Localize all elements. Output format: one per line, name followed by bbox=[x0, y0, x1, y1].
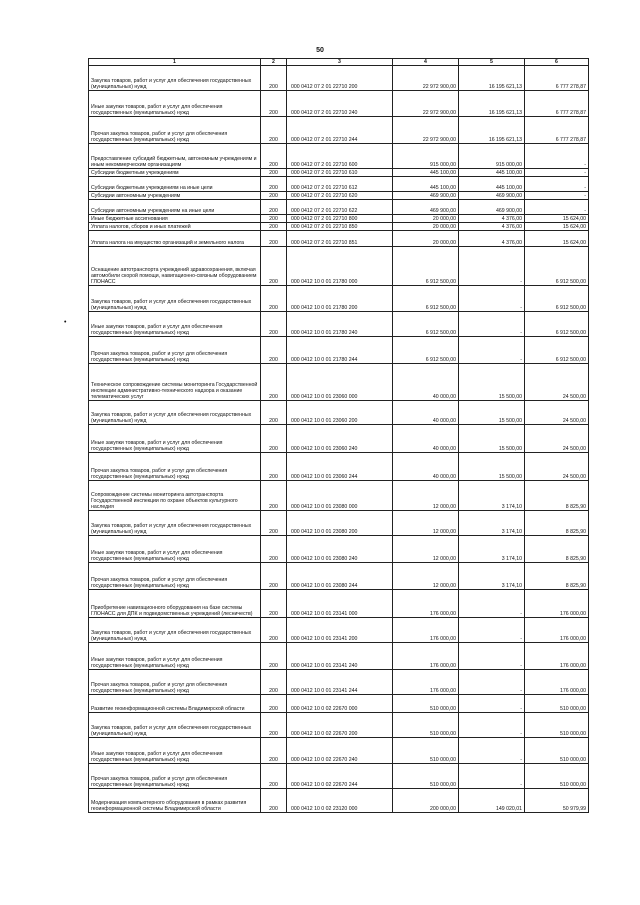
row-budget-code: 000 0412 07 2 01 22710 244 bbox=[287, 117, 393, 144]
row-executed: 149 020,01 bbox=[459, 789, 525, 813]
row-approved: 22 972 900,00 bbox=[393, 91, 459, 117]
row-approved: 12 000,00 bbox=[393, 536, 459, 563]
row-description: Прочая закупка товаров, работ и услуг для обеспечения государственных (муниципальных) нужд bbox=[89, 563, 261, 590]
row-approved: 510 000,00 bbox=[393, 764, 459, 789]
row-description: Иные закупки товаров, работ и услуг для обеспечения государственных (муниципальных) нужд bbox=[89, 312, 261, 337]
row-remaining: 176 000,00 bbox=[525, 618, 589, 643]
row-description: Иные бюджетные ассигнования bbox=[89, 215, 261, 223]
row-line-code: 200 bbox=[261, 481, 287, 511]
row-line-code: 200 bbox=[261, 91, 287, 117]
row-executed: 15 500,00 bbox=[459, 364, 525, 401]
row-executed: 3 174,10 bbox=[459, 481, 525, 511]
row-approved: 445 100,00 bbox=[393, 177, 459, 192]
row-remaining: - bbox=[525, 144, 589, 169]
row-executed: - bbox=[459, 590, 525, 618]
table-row bbox=[89, 177, 589, 192]
table-row bbox=[89, 738, 589, 764]
row-remaining: 6 777 278,87 bbox=[525, 91, 589, 117]
row-remaining: - bbox=[525, 169, 589, 177]
table-row bbox=[89, 695, 589, 713]
row-remaining: 15 624,00 bbox=[525, 215, 589, 223]
row-remaining: 24 500,00 bbox=[525, 401, 589, 425]
row-budget-code: 000 0412 10 0 02 22670 000 bbox=[287, 695, 393, 713]
row-description: Предоставление субсидий бюджетным, автономным учреждениям и иным некоммерческим организациям bbox=[89, 144, 261, 169]
row-line-code: 200 bbox=[261, 169, 287, 177]
row-approved: 200 000,00 bbox=[393, 789, 459, 813]
row-description: Иные закупки товаров, работ и услуг для обеспечения государственных (муниципальных) нужд bbox=[89, 91, 261, 117]
row-remaining: 510 000,00 bbox=[525, 738, 589, 764]
table-row bbox=[89, 590, 589, 618]
header-row bbox=[89, 59, 589, 66]
row-description: Закупка товаров, работ и услуг для обеспечения государственных (муниципальных) нужд bbox=[89, 713, 261, 738]
row-executed: 469 900,00 bbox=[459, 200, 525, 215]
row-remaining: - bbox=[525, 177, 589, 192]
row-executed: - bbox=[459, 337, 525, 364]
row-executed: 3 174,10 bbox=[459, 511, 525, 536]
row-executed: - bbox=[459, 738, 525, 764]
row-approved: 6 912 500,00 bbox=[393, 312, 459, 337]
row-approved: 12 000,00 bbox=[393, 511, 459, 536]
row-budget-code: 000 0412 10 0 01 21780 000 bbox=[287, 247, 393, 286]
table-row bbox=[89, 66, 589, 91]
row-line-code: 200 bbox=[261, 337, 287, 364]
row-approved: 20 000,00 bbox=[393, 231, 459, 247]
row-description: Иные закупки товаров, работ и услуг для обеспечения государственных (муниципальных) нужд bbox=[89, 738, 261, 764]
row-approved: 40 000,00 bbox=[393, 425, 459, 453]
row-line-code: 200 bbox=[261, 231, 287, 247]
row-line-code: 200 bbox=[261, 364, 287, 401]
row-budget-code: 000 0412 07 2 01 22710 851 bbox=[287, 231, 393, 247]
row-budget-code: 000 0412 07 2 01 22710 240 bbox=[287, 91, 393, 117]
row-executed: - bbox=[459, 713, 525, 738]
row-line-code: 200 bbox=[261, 713, 287, 738]
table-row bbox=[89, 713, 589, 738]
row-budget-code: 000 0412 10 0 02 23120 000 bbox=[287, 789, 393, 813]
row-description: Приобретение навигационного оборудования на базе системы ГЛОНАСС для ДПК и подведомственных учреждений (лесничеств) bbox=[89, 590, 261, 618]
row-approved: 176 000,00 bbox=[393, 670, 459, 695]
row-description: Прочая закупка товаров, работ и услуг для обеспечения государственных (муниципальных) нужд bbox=[89, 453, 261, 481]
table-row bbox=[89, 312, 589, 337]
row-remaining: 8 825,90 bbox=[525, 511, 589, 536]
row-line-code: 200 bbox=[261, 223, 287, 231]
row-remaining: 6 912 500,00 bbox=[525, 337, 589, 364]
row-description: Субсидии бюджетным учреждениям bbox=[89, 169, 261, 177]
row-executed: 16 195 621,13 bbox=[459, 66, 525, 91]
row-description: Субсидии бюджетным учреждениям на иные цели bbox=[89, 177, 261, 192]
row-remaining: - bbox=[525, 200, 589, 215]
row-line-code: 200 bbox=[261, 670, 287, 695]
row-remaining: 8 825,90 bbox=[525, 563, 589, 590]
row-remaining: 24 500,00 bbox=[525, 453, 589, 481]
row-budget-code: 000 0412 10 0 01 23080 244 bbox=[287, 563, 393, 590]
row-description: Прочая закупка товаров, работ и услуг для обеспечения государственных (муниципальных) нужд bbox=[89, 764, 261, 789]
row-remaining: 176 000,00 bbox=[525, 670, 589, 695]
table-row bbox=[89, 481, 589, 511]
table-row bbox=[89, 563, 589, 590]
row-description: Субсидии автономным учреждениям bbox=[89, 192, 261, 200]
row-remaining: 24 500,00 bbox=[525, 364, 589, 401]
row-budget-code: 000 0412 07 2 01 22710 800 bbox=[287, 215, 393, 223]
row-executed: 445 100,00 bbox=[459, 177, 525, 192]
table-row bbox=[89, 200, 589, 215]
row-executed: 4 376,00 bbox=[459, 215, 525, 223]
row-approved: 12 000,00 bbox=[393, 563, 459, 590]
row-line-code: 200 bbox=[261, 66, 287, 91]
row-remaining: 510 000,00 bbox=[525, 713, 589, 738]
table-row bbox=[89, 192, 589, 200]
row-description: Субсидии автономным учреждениям на иные цели bbox=[89, 200, 261, 215]
row-executed: 4 376,00 bbox=[459, 223, 525, 231]
header-cell: 5 bbox=[459, 59, 525, 66]
row-remaining: 6 777 278,87 bbox=[525, 66, 589, 91]
table-row bbox=[89, 789, 589, 813]
row-description: Сопровождение системы мониторинга автотранспорта Государственной инспекции по охране объектов культурного наследия bbox=[89, 481, 261, 511]
row-approved: 40 000,00 bbox=[393, 401, 459, 425]
row-remaining: 50 979,99 bbox=[525, 789, 589, 813]
row-budget-code: 000 0412 10 0 02 22670 240 bbox=[287, 738, 393, 764]
row-line-code: 200 bbox=[261, 764, 287, 789]
header-cell: 2 bbox=[261, 59, 287, 66]
row-executed: - bbox=[459, 643, 525, 670]
row-executed: 915 000,00 bbox=[459, 144, 525, 169]
row-budget-code: 000 0412 10 0 01 23080 000 bbox=[287, 481, 393, 511]
row-budget-code: 000 0412 10 0 01 21780 200 bbox=[287, 286, 393, 312]
row-remaining: 15 624,00 bbox=[525, 231, 589, 247]
row-budget-code: 000 0412 07 2 01 22710 600 bbox=[287, 144, 393, 169]
row-budget-code: 000 0412 10 0 02 22670 200 bbox=[287, 713, 393, 738]
row-budget-code: 000 0412 10 0 01 21780 240 bbox=[287, 312, 393, 337]
table-row bbox=[89, 511, 589, 536]
header-cell: 1 bbox=[89, 59, 261, 66]
row-remaining: 510 000,00 bbox=[525, 695, 589, 713]
row-approved: 12 000,00 bbox=[393, 481, 459, 511]
row-approved: 469 900,00 bbox=[393, 200, 459, 215]
row-line-code: 200 bbox=[261, 286, 287, 312]
row-budget-code: 000 0412 10 0 01 23141 000 bbox=[287, 590, 393, 618]
row-description: Иные закупки товаров, работ и услуг для обеспечения государственных (муниципальных) нужд bbox=[89, 536, 261, 563]
row-executed: - bbox=[459, 695, 525, 713]
row-budget-code: 000 0412 07 2 01 22710 612 bbox=[287, 177, 393, 192]
row-approved: 176 000,00 bbox=[393, 590, 459, 618]
row-approved: 22 972 900,00 bbox=[393, 117, 459, 144]
row-approved: 40 000,00 bbox=[393, 453, 459, 481]
header-cell: 6 bbox=[525, 59, 589, 66]
row-executed: - bbox=[459, 312, 525, 337]
row-executed: - bbox=[459, 247, 525, 286]
row-budget-code: 000 0412 07 2 01 22710 610 bbox=[287, 169, 393, 177]
row-remaining: 6 912 500,00 bbox=[525, 286, 589, 312]
row-description: Уплата налогов, сборов и иных платежей bbox=[89, 223, 261, 231]
header-cell: 3 bbox=[287, 59, 393, 66]
row-line-code: 200 bbox=[261, 789, 287, 813]
row-description: Закупка товаров, работ и услуг для обеспечения государственных (муниципальных) нужд bbox=[89, 286, 261, 312]
row-line-code: 200 bbox=[261, 117, 287, 144]
row-line-code: 200 bbox=[261, 695, 287, 713]
row-executed: 3 174,10 bbox=[459, 563, 525, 590]
row-budget-code: 000 0412 10 0 01 23060 200 bbox=[287, 401, 393, 425]
row-description: Прочая закупка товаров, работ и услуг для обеспечения государственных (муниципальных) нужд bbox=[89, 117, 261, 144]
table-row bbox=[89, 169, 589, 177]
row-description: Закупка товаров, работ и услуг для обеспечения государственных (муниципальных) нужд bbox=[89, 401, 261, 425]
row-budget-code: 000 0412 10 0 01 23060 000 bbox=[287, 364, 393, 401]
row-approved: 40 000,00 bbox=[393, 364, 459, 401]
row-description: Развитие геоинформационной системы Владимирской области bbox=[89, 695, 261, 713]
row-executed: 445 100,00 bbox=[459, 169, 525, 177]
row-approved: 510 000,00 bbox=[393, 713, 459, 738]
row-budget-code: 000 0412 10 0 01 23141 200 bbox=[287, 618, 393, 643]
row-budget-code: 000 0412 07 2 01 22710 620 bbox=[287, 192, 393, 200]
row-budget-code: 000 0412 10 0 01 23080 240 bbox=[287, 536, 393, 563]
row-description: Уплата налога на имущество организаций и земельного налога bbox=[89, 231, 261, 247]
row-budget-code: 000 0412 07 2 01 22710 200 bbox=[287, 66, 393, 91]
row-remaining: 6 777 278,87 bbox=[525, 117, 589, 144]
row-executed: 16 195 621,13 bbox=[459, 91, 525, 117]
row-line-code: 200 bbox=[261, 425, 287, 453]
row-line-code: 200 bbox=[261, 511, 287, 536]
table-row bbox=[89, 643, 589, 670]
row-line-code: 200 bbox=[261, 590, 287, 618]
row-budget-code: 000 0412 10 0 01 23141 244 bbox=[287, 670, 393, 695]
row-approved: 20 000,00 bbox=[393, 223, 459, 231]
budget-table bbox=[88, 58, 589, 813]
row-executed: 15 500,00 bbox=[459, 401, 525, 425]
row-remaining: 15 624,00 bbox=[525, 223, 589, 231]
row-line-code: 200 bbox=[261, 618, 287, 643]
table-row bbox=[89, 618, 589, 643]
row-approved: 510 000,00 bbox=[393, 695, 459, 713]
row-line-code: 200 bbox=[261, 563, 287, 590]
row-approved: 469 900,00 bbox=[393, 192, 459, 200]
row-description: Прочая закупка товаров, работ и услуг для обеспечения государственных (муниципальных) нужд bbox=[89, 337, 261, 364]
row-remaining: 6 912 500,00 bbox=[525, 247, 589, 286]
row-approved: 6 912 500,00 bbox=[393, 337, 459, 364]
row-description: Прочая закупка товаров, работ и услуг для обеспечения государственных (муниципальных) нужд bbox=[89, 670, 261, 695]
row-budget-code: 000 0412 10 0 01 23060 244 bbox=[287, 453, 393, 481]
table-row bbox=[89, 117, 589, 144]
row-approved: 6 912 500,00 bbox=[393, 247, 459, 286]
row-executed: 469 900,00 bbox=[459, 192, 525, 200]
row-line-code: 200 bbox=[261, 312, 287, 337]
row-approved: 176 000,00 bbox=[393, 643, 459, 670]
row-line-code: 200 bbox=[261, 643, 287, 670]
table-row bbox=[89, 536, 589, 563]
row-line-code: 200 bbox=[261, 177, 287, 192]
row-description: Закупка товаров, работ и услуг для обеспечения государственных (муниципальных) нужд bbox=[89, 618, 261, 643]
table-row bbox=[89, 670, 589, 695]
row-budget-code: 000 0412 10 0 01 23141 240 bbox=[287, 643, 393, 670]
table-row bbox=[89, 425, 589, 453]
row-executed: 4 376,00 bbox=[459, 231, 525, 247]
table-row bbox=[89, 231, 589, 247]
row-approved: 6 912 500,00 bbox=[393, 286, 459, 312]
row-remaining: 176 000,00 bbox=[525, 590, 589, 618]
row-remaining: 6 912 500,00 bbox=[525, 312, 589, 337]
row-budget-code: 000 0412 07 2 01 22710 622 bbox=[287, 200, 393, 215]
row-description: Иные закупки товаров, работ и услуг для обеспечения государственных (муниципальных) нужд bbox=[89, 643, 261, 670]
row-executed: - bbox=[459, 764, 525, 789]
row-approved: 22 972 900,00 bbox=[393, 66, 459, 91]
row-remaining: 24 500,00 bbox=[525, 425, 589, 453]
row-description: Иные закупки товаров, работ и услуг для обеспечения государственных (муниципальных) нужд bbox=[89, 425, 261, 453]
row-approved: 176 000,00 bbox=[393, 618, 459, 643]
row-executed: 3 174,10 bbox=[459, 536, 525, 563]
row-executed: 15 500,00 bbox=[459, 453, 525, 481]
row-executed: - bbox=[459, 618, 525, 643]
row-remaining: 176 000,00 bbox=[525, 643, 589, 670]
table-row bbox=[89, 453, 589, 481]
row-budget-code: 000 0412 07 2 01 22710 850 bbox=[287, 223, 393, 231]
row-description: Техническое сопровождение системы мониторинга Государственной инспекции административно-технического надзора и оказание телематических услуг bbox=[89, 364, 261, 401]
row-line-code: 200 bbox=[261, 738, 287, 764]
table-row bbox=[89, 247, 589, 286]
row-line-code: 200 bbox=[261, 144, 287, 169]
row-approved: 20 000,00 bbox=[393, 215, 459, 223]
table-row bbox=[89, 144, 589, 169]
row-remaining: 8 825,90 bbox=[525, 536, 589, 563]
row-remaining: 8 825,90 bbox=[525, 481, 589, 511]
row-approved: 915 000,00 bbox=[393, 144, 459, 169]
row-approved: 445 100,00 bbox=[393, 169, 459, 177]
row-budget-code: 000 0412 10 0 01 21780 244 bbox=[287, 337, 393, 364]
page-number: 50 bbox=[316, 47, 324, 54]
table-row bbox=[89, 337, 589, 364]
row-line-code: 200 bbox=[261, 215, 287, 223]
table-row bbox=[89, 401, 589, 425]
header-cell: 4 bbox=[393, 59, 459, 66]
table-row bbox=[89, 764, 589, 789]
row-description: Закупка товаров, работ и услуг для обеспечения государственных (муниципальных) нужд bbox=[89, 66, 261, 91]
row-executed: 16 195 621,13 bbox=[459, 117, 525, 144]
row-line-code: 200 bbox=[261, 453, 287, 481]
row-line-code: 200 bbox=[261, 247, 287, 286]
table-row bbox=[89, 223, 589, 231]
table-row bbox=[89, 91, 589, 117]
row-approved: 510 000,00 bbox=[393, 738, 459, 764]
row-line-code: 200 bbox=[261, 200, 287, 215]
row-description: Модернизация компьютерного оборудования в рамках развития геоинформационной системы Владимирской области bbox=[89, 789, 261, 813]
row-line-code: 200 bbox=[261, 401, 287, 425]
row-executed: - bbox=[459, 670, 525, 695]
row-line-code: 200 bbox=[261, 536, 287, 563]
row-budget-code: 000 0412 10 0 01 23060 240 bbox=[287, 425, 393, 453]
row-budget-code: 000 0412 10 0 02 22670 244 bbox=[287, 764, 393, 789]
row-budget-code: 000 0412 10 0 01 23080 200 bbox=[287, 511, 393, 536]
row-remaining: 510 000,00 bbox=[525, 764, 589, 789]
row-remaining: - bbox=[525, 192, 589, 200]
table-row bbox=[89, 364, 589, 401]
row-description: Закупка товаров, работ и услуг для обеспечения государственных (муниципальных) нужд bbox=[89, 511, 261, 536]
row-executed: 15 500,00 bbox=[459, 425, 525, 453]
table-row bbox=[89, 286, 589, 312]
row-executed: - bbox=[459, 286, 525, 312]
table-row bbox=[89, 215, 589, 223]
margin-mark: • bbox=[64, 319, 67, 326]
row-line-code: 200 bbox=[261, 192, 287, 200]
row-description: Оснащение автотранспорта учреждений здравоохранения, включая автомобили скорой помощи, навигационно-связным оборудованием ГЛОНАСС bbox=[89, 247, 261, 286]
